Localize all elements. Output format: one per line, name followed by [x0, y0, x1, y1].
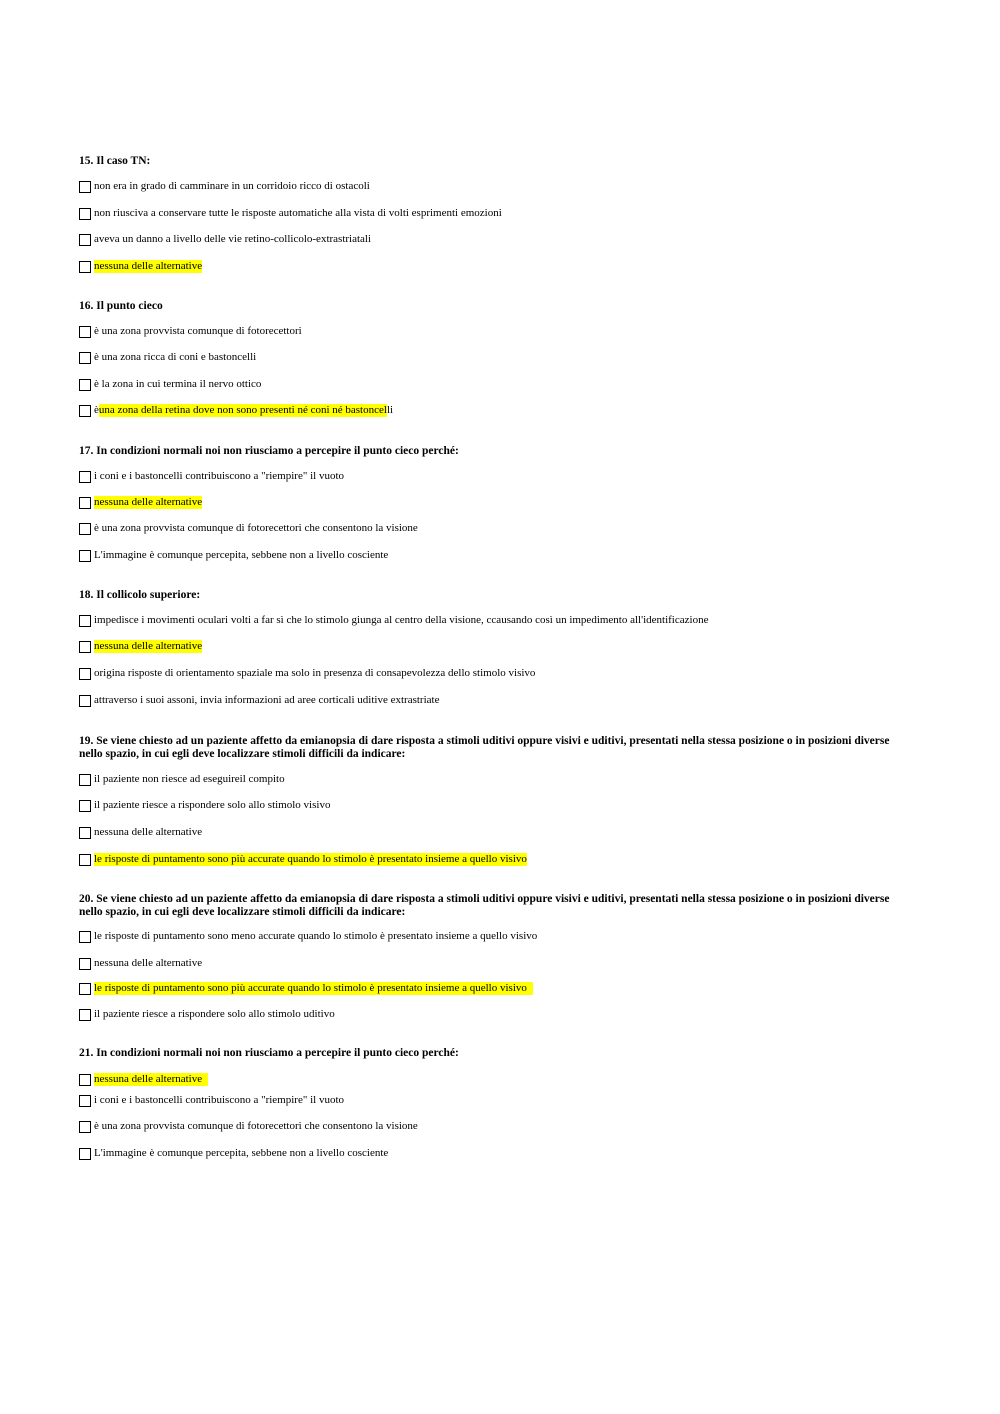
answer-option[interactable] — [79, 1093, 344, 1108]
answer-option[interactable] — [79, 613, 708, 628]
option-text: le risposte di puntamento sono meno accurate quando lo stimolo è presentato insieme a quello visivo — [94, 930, 538, 942]
answer-option-highlighted[interactable] — [79, 259, 202, 274]
checkbox[interactable] — [79, 983, 91, 995]
answer-option[interactable] — [79, 350, 256, 365]
question-title: 20. Se viene chiesto ad un paziente affetto da emianopsia di dare risposta a stimoli uditivi oppure visivi e uditivi, presentati nella stessa posizione o in posizioni diverse nello spazio, in cui egli deve localizzare stimoli difficili da indicare: — [79, 893, 890, 918]
checkbox[interactable] — [79, 261, 91, 273]
option-text: origina risposte di orientamento spaziale ma solo in presenza di consapevolezza dello stimolo visivo — [94, 667, 536, 679]
checkbox[interactable] — [79, 379, 91, 391]
answer-option[interactable] — [79, 232, 371, 247]
option-text: è una zona provvista comunque di fotorecettori che consentono la visione — [94, 1120, 418, 1132]
question-16 — [79, 300, 909, 416]
answer-option[interactable] — [79, 377, 261, 392]
option-text: è la zona in cui termina il nervo ottico — [94, 378, 262, 390]
checkbox[interactable] — [79, 774, 91, 786]
answer-option[interactable] — [79, 1007, 335, 1022]
checkbox[interactable] — [79, 641, 91, 653]
checkbox[interactable] — [79, 497, 91, 509]
checkbox[interactable] — [79, 1121, 91, 1133]
answer-option[interactable] — [79, 206, 502, 221]
option-prefix: è — [94, 404, 99, 416]
answer-option-highlighted[interactable] — [79, 1072, 208, 1087]
option-text: aveva un danno a livello delle vie retino-collicolo-extrastriatali — [94, 233, 372, 245]
answer-option[interactable] — [79, 324, 302, 339]
question-18 — [79, 589, 909, 706]
option-text: è una zona provvista comunque di fotorecettori che consentono la visione — [94, 522, 418, 534]
option-text: attraverso i suoi assoni, invia informazioni ad aree corticali uditive extrastriate — [94, 694, 440, 706]
answer-option-highlighted[interactable] — [79, 852, 527, 867]
checkbox[interactable] — [79, 234, 91, 246]
option-text: nessuna delle alternative — [94, 1073, 208, 1086]
option-text: i coni e i bastoncelli contribuiscono a "riempire" il vuoto — [94, 1094, 345, 1106]
option-text: le risposte di puntamento sono più accurate quando lo stimolo è presentato insieme a quello visivo — [94, 853, 527, 865]
option-text: L'immagine è comunque percepita, sebbene non a livello cosciente — [94, 1147, 389, 1159]
question-title: 17. In condizioni normali noi non riusciamo a percepire il punto cieco perché: — [79, 445, 459, 457]
option-text: è una zona provvista comunque di fotorecettori — [94, 325, 302, 337]
checkbox[interactable] — [79, 668, 91, 680]
checkbox[interactable] — [79, 352, 91, 364]
option-text: non riusciva a conservare tutte le risposte automatiche alla vista di volti esprimenti emozioni — [94, 207, 502, 219]
option-text: i coni e i bastoncelli contribuiscono a "riempire" il vuoto — [94, 470, 345, 482]
option-text: nessuna delle alternative — [94, 957, 203, 969]
answer-option[interactable] — [79, 772, 285, 787]
answer-option[interactable] — [79, 469, 344, 484]
question-20 — [79, 893, 909, 1020]
answer-option[interactable] — [79, 1119, 418, 1134]
answer-option[interactable] — [79, 693, 439, 708]
question-19 — [79, 735, 909, 865]
question-15 — [79, 155, 909, 272]
answer-option[interactable] — [79, 798, 330, 813]
answer-option[interactable] — [79, 521, 418, 536]
checkbox[interactable] — [79, 1095, 91, 1107]
option-text: nessuna delle alternative — [94, 640, 203, 652]
answer-option[interactable] — [79, 825, 202, 840]
question-21 — [79, 1047, 909, 1159]
option-text: impedisce i movimenti oculari volti a far sì che lo stimolo giunga al centro della visione, ccausando così un impedimento all'identificazione — [94, 614, 709, 626]
option-text: nessuna delle alternative — [94, 260, 203, 272]
option-text: il paziente riesce a rispondere solo allo stimolo visivo — [94, 799, 331, 811]
option-suffix: li — [386, 404, 394, 416]
checkbox[interactable] — [79, 615, 91, 627]
option-text: nessuna delle alternative — [94, 826, 203, 838]
question-title: 15. Il caso TN: — [79, 155, 151, 167]
checkbox[interactable] — [79, 1148, 91, 1160]
answer-option[interactable] — [79, 666, 535, 681]
checkbox[interactable] — [79, 958, 91, 970]
checkbox[interactable] — [79, 181, 91, 193]
question-title: 19. Se viene chiesto ad un paziente affetto da emianopsia di dare risposta a stimoli uditivi oppure visivi e uditivi, presentati nella stessa posizione o in posizioni diverse nello spazio, in cui egli deve localizzare stimoli difficili da indicare: — [79, 735, 890, 760]
answer-option[interactable] — [79, 179, 370, 194]
answer-option-highlighted[interactable] — [79, 981, 533, 996]
question-title: 21. In condizioni normali noi non riusciamo a percepire il punto cieco perché: — [79, 1047, 459, 1059]
option-text: nessuna delle alternative — [94, 496, 203, 508]
option-text: non era in grado di camminare in un corridoio ricco di ostacoli — [94, 180, 370, 192]
answer-option-highlighted[interactable] — [79, 403, 393, 418]
checkbox[interactable] — [79, 854, 91, 866]
answer-option[interactable] — [79, 548, 388, 563]
checkbox[interactable] — [79, 1074, 91, 1086]
checkbox[interactable] — [79, 1009, 91, 1021]
checkbox[interactable] — [79, 800, 91, 812]
checkbox[interactable] — [79, 550, 91, 562]
checkbox[interactable] — [79, 827, 91, 839]
option-text: le risposte di puntamento sono più accurate quando lo stimolo è presentato insieme a quello visivo — [94, 982, 533, 995]
checkbox[interactable] — [79, 471, 91, 483]
question-17 — [79, 445, 909, 561]
checkbox[interactable] — [79, 523, 91, 535]
option-text: il paziente non riesce ad eseguireil compito — [94, 773, 285, 785]
option-text: L'immagine è comunque percepita, sebbene non a livello cosciente — [94, 549, 389, 561]
checkbox[interactable] — [79, 326, 91, 338]
option-text: è una zona ricca di coni e bastoncelli — [94, 351, 257, 363]
checkbox[interactable] — [79, 405, 91, 417]
question-title: 18. Il collicolo superiore: — [79, 589, 201, 601]
option-text: una zona della retina dove non sono presenti né coni né bastoncel — [98, 404, 387, 416]
answer-option-highlighted[interactable] — [79, 639, 202, 654]
answer-option-highlighted[interactable] — [79, 495, 202, 510]
answer-option[interactable] — [79, 956, 202, 971]
answer-option[interactable] — [79, 1146, 388, 1161]
answer-option[interactable] — [79, 929, 537, 944]
checkbox[interactable] — [79, 208, 91, 220]
checkbox[interactable] — [79, 695, 91, 707]
question-title: 16. Il punto cieco — [79, 300, 163, 312]
option-text: il paziente riesce a rispondere solo allo stimolo uditivo — [94, 1008, 335, 1020]
checkbox[interactable] — [79, 931, 91, 943]
